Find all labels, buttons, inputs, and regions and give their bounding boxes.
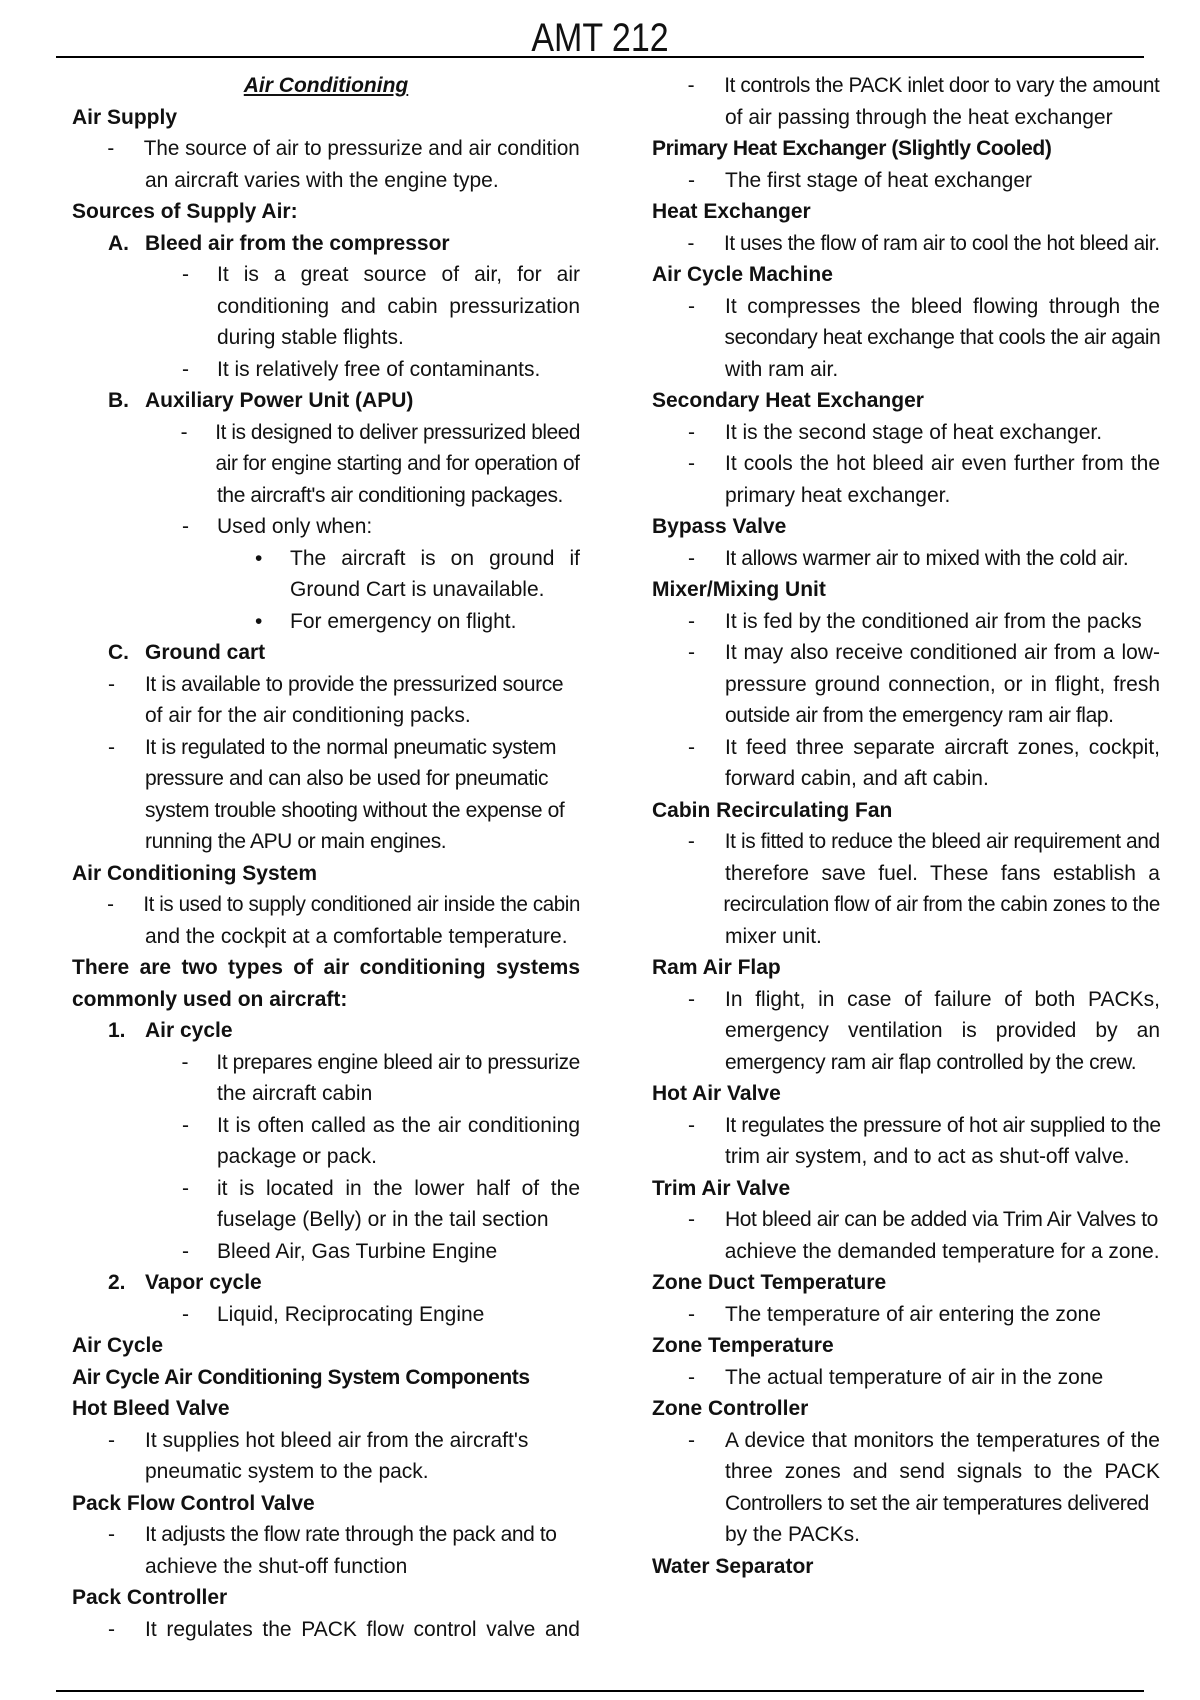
bullet-continuation: outside air from the emergency ram air flap. xyxy=(725,704,1114,727)
source-c-title: C. Ground cart xyxy=(108,641,266,664)
type-1-title: 1. Air cycle xyxy=(108,1019,233,1042)
page-title: AMT 212 xyxy=(531,16,669,60)
bullet-line: - It feed three separate aircraft zones, cockpit, xyxy=(688,735,1160,759)
mixer-unit-heading: Mixer/Mixing Unit xyxy=(652,578,826,601)
sub-bullet-line: • The aircraft is on ground if xyxy=(255,546,580,570)
bullet-continuation: package or pack. xyxy=(217,1145,377,1168)
bullet-line: - Hot bleed air can be added via Trim Air Valves to xyxy=(688,1208,1158,1231)
bullet-line: - The actual temperature of air in the zone xyxy=(688,1365,1104,1389)
water-separator-heading: Water Separator xyxy=(652,1554,814,1578)
bullet-line: - In flight, in case of failure of both PACKs, xyxy=(688,987,1160,1011)
bullet-continuation: recirculation flow of air from the cabin zones to the xyxy=(723,893,1160,916)
air-cycle-machine-heading: Air Cycle Machine xyxy=(652,263,833,286)
bullet-line: - It is used to supply conditioned air inside the cabin xyxy=(107,893,580,916)
bullet-line: - It is a great source of air, for air xyxy=(182,263,580,286)
bullet-line: - It is designed to deliver pressurized bleed xyxy=(180,420,581,444)
bullet-line: - it is located in the lower half of the xyxy=(182,1176,580,1200)
bullet-continuation: the aircraft's air conditioning packages. xyxy=(217,483,563,507)
bullet-continuation: forward cabin, and aft cabin. xyxy=(725,767,989,790)
bullet-line: - Liquid, Reciprocating Engine xyxy=(182,1302,485,1326)
bullet-line: - It is relatively free of contaminants. xyxy=(182,357,541,381)
bullet-line: - It controls the PACK inlet door to vary the amount xyxy=(687,74,1160,97)
bullet-continuation: primary heat exchanger. xyxy=(725,483,951,507)
bullet-continuation: running the APU or main engines. xyxy=(145,830,447,853)
air-supply-heading: Air Supply xyxy=(72,105,178,129)
section-title: Air Conditioning xyxy=(243,74,409,97)
bullet-line: - It compresses the bleed flowing through the xyxy=(688,294,1160,318)
bullet-line: - It is regulated to the normal pneumatic system xyxy=(108,735,557,759)
hot-air-valve-heading: Hot Air Valve xyxy=(652,1082,781,1105)
bullet-line: - It regulates the PACK flow control valve and xyxy=(108,1617,580,1641)
bullet-continuation: secondary heat exchange that cools the air again xyxy=(724,326,1161,349)
bullet-continuation: three zones and send signals to the PACK xyxy=(725,1460,1160,1483)
bullet-continuation: Controllers to set the air temperatures delivered xyxy=(725,1491,1149,1515)
ac-system-heading: Air Conditioning System xyxy=(72,861,318,885)
bullet-line: - It is often called as the air conditioning xyxy=(182,1113,580,1137)
bullet-line: - It is fitted to reduce the bleed air requirement and xyxy=(687,830,1160,853)
bullet-line: - A device that monitors the temperatures of the xyxy=(688,1428,1160,1452)
left-column xyxy=(72,70,580,1645)
bullet-continuation: therefore save fuel. These fans establish a xyxy=(725,861,1160,885)
sub-bullet-continuation: Ground Cart is unavailable. xyxy=(290,578,545,601)
primary-heat-exchanger-heading: Primary Heat Exchanger (Slightly Cooled) xyxy=(652,137,1052,160)
bullet-continuation: and the cockpit at a comfortable temperature. xyxy=(145,924,568,948)
bullet-continuation: system trouble shooting without the expense of xyxy=(145,798,565,822)
bullet-continuation: pressure ground connection, or in flight, fresh xyxy=(725,672,1160,696)
air-cycle-heading: Air Cycle xyxy=(72,1334,164,1357)
bullet-continuation: by the PACKs. xyxy=(725,1523,861,1546)
pack-controller-heading: Pack Controller xyxy=(72,1586,228,1609)
bullet-continuation: during stable flights. xyxy=(217,326,404,349)
source-a-title: A. Bleed air from the compressor xyxy=(108,231,450,255)
zone-duct-temperature-heading: Zone Duct Temperature xyxy=(652,1271,887,1294)
bullet-line: - It is the second stage of heat exchanger. xyxy=(688,420,1103,444)
header-rule xyxy=(56,56,1144,58)
bypass-valve-heading: Bypass Valve xyxy=(652,515,787,538)
bullet-continuation: achieve the shut-off function xyxy=(145,1554,408,1578)
bullet-continuation: of air for the air conditioning packs. xyxy=(145,704,471,727)
sub-bullet-line: • For emergency on flight. xyxy=(255,609,517,633)
bullet-line: - It cools the hot bleed air even further from the xyxy=(688,452,1160,475)
right-column xyxy=(652,70,1160,1582)
bullet-continuation: emergency ventilation is provided by an xyxy=(725,1019,1160,1042)
secondary-heat-exchanger-heading: Secondary Heat Exchanger xyxy=(652,389,924,412)
bullet-line: - It is fed by the conditioned air from the packs xyxy=(688,609,1142,633)
bullet-line: - It allows warmer air to mixed with the cold air. xyxy=(688,546,1129,570)
pack-flow-control-valve-heading: Pack Flow Control Valve xyxy=(72,1491,315,1515)
bullet-line: - It uses the flow of ram air to cool the hot bleed air. xyxy=(687,231,1160,255)
bullet-continuation: mixer unit. xyxy=(725,924,822,948)
bullet-line: - Used only when: xyxy=(182,515,373,538)
bullet-continuation: air for engine starting and for operation of xyxy=(215,452,580,475)
bullet-continuation: emergency ram air flap controlled by the crew. xyxy=(725,1050,1137,1074)
bullet-continuation: the aircraft cabin xyxy=(217,1082,373,1105)
bullet-line: - It may also receive conditioned air from a low- xyxy=(688,641,1160,664)
bullet-continuation: fuselage (Belly) or in the tail section xyxy=(217,1208,549,1231)
ram-air-flap-heading: Ram Air Flap xyxy=(652,956,781,979)
zone-controller-heading: Zone Controller xyxy=(652,1397,809,1420)
bullet-line: - It adjusts the flow rate through the pack and to xyxy=(108,1523,557,1546)
zone-temperature-heading: Zone Temperature xyxy=(652,1334,834,1357)
bullet-continuation: of air passing through the heat exchanger xyxy=(725,105,1113,129)
bullet-continuation: achieve the demanded temperature for a zone. xyxy=(724,1239,1160,1263)
bullet-continuation: an aircraft varies with the engine type. xyxy=(145,168,499,192)
hot-bleed-valve-heading: Hot Bleed Valve xyxy=(72,1397,230,1420)
components-heading: Air Cycle Air Conditioning System Components xyxy=(72,1365,530,1389)
trim-air-valve-heading: Trim Air Valve xyxy=(652,1176,791,1200)
bullet-continuation: pressure and can also be used for pneumatic xyxy=(145,767,549,790)
type-2-title: 2. Vapor cycle xyxy=(108,1271,262,1294)
bullet-continuation: with ram air. xyxy=(725,357,839,381)
bullet-continuation: pneumatic system to the pack. xyxy=(145,1460,429,1483)
sources-heading: Sources of Supply Air: xyxy=(72,200,298,223)
cabin-recirculating-fan-heading: Cabin Recirculating Fan xyxy=(652,798,893,822)
bullet-line: - Bleed Air, Gas Turbine Engine xyxy=(182,1239,498,1263)
bullet-line: - The first stage of heat exchanger xyxy=(688,168,1033,192)
bullet-line: - The source of air to pressurize and air condition xyxy=(107,137,580,160)
types-heading-continuation: commonly used on aircraft: xyxy=(72,987,348,1011)
types-heading: There are two types of air conditioning systems xyxy=(72,956,580,979)
bullet-continuation: conditioning and cabin pressurization xyxy=(217,294,580,318)
bullet-line: - It prepares engine bleed air to pressurize xyxy=(181,1050,580,1074)
footer-rule xyxy=(56,1690,1144,1692)
bullet-line: - The temperature of air entering the zone xyxy=(688,1302,1101,1326)
bullet-line: - It is available to provide the pressurized source xyxy=(108,672,564,696)
heat-exchanger-heading: Heat Exchanger xyxy=(652,200,811,223)
bullet-line: - It supplies hot bleed air from the aircraft's xyxy=(108,1428,529,1452)
source-b-title: B. Auxiliary Power Unit (APU) xyxy=(108,389,414,412)
bullet-line: - It regulates the pressure of hot air supplied to the xyxy=(688,1113,1161,1137)
bullet-continuation: trim air system, and to act as shut-off valve. xyxy=(725,1145,1130,1168)
